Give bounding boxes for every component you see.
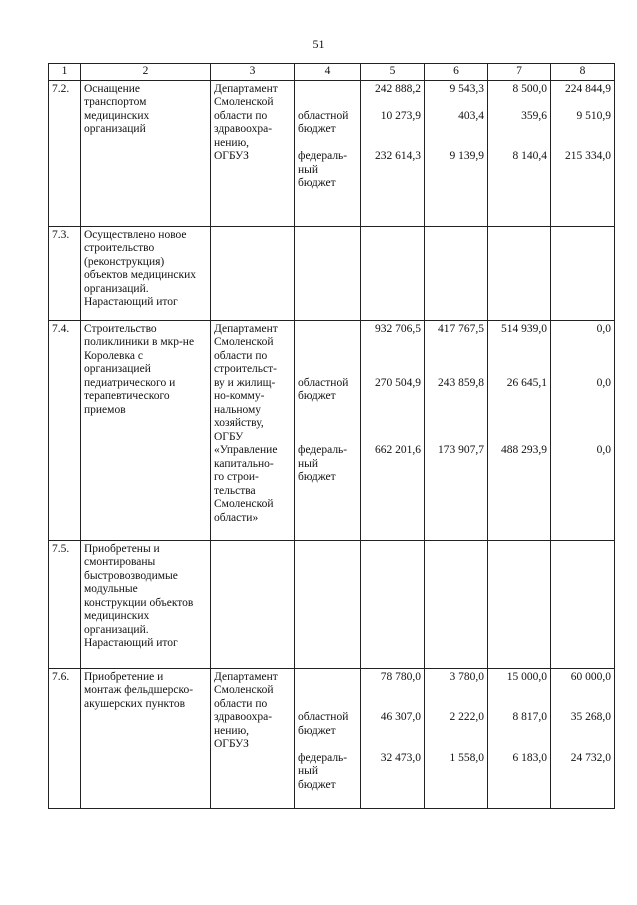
amount-value: 10 273,9 [380, 109, 421, 122]
activity-name-lines [84, 671, 207, 712]
spacer [298, 671, 357, 685]
amount-cell-5 [361, 540, 425, 668]
executor-line: тельства [214, 484, 256, 497]
amount-lines [554, 83, 611, 164]
spacer [491, 96, 547, 110]
spacer [364, 350, 421, 364]
amount-value: 9 510,9 [576, 109, 611, 122]
spacer [491, 404, 547, 418]
funding-source-line: федераль- [298, 150, 348, 162]
spacer [428, 336, 484, 350]
spacer [364, 431, 421, 445]
spacer [491, 417, 547, 431]
executor-line: ОГБУЗ [214, 150, 249, 162]
spacer [298, 323, 357, 337]
activity-name [81, 226, 211, 320]
row-number [49, 226, 81, 320]
spacer [298, 350, 357, 364]
amount-value: 2 222,0 [449, 711, 484, 723]
spacer [428, 363, 484, 377]
spacer [554, 390, 611, 404]
spacer [491, 363, 547, 377]
spacer [364, 363, 421, 377]
activity-name-line: медицинских [84, 109, 150, 122]
funding-source-line: бюджет [298, 724, 336, 737]
row-number-text: 7.3. [52, 228, 70, 241]
funding-source-line: бюджет [298, 123, 336, 135]
budget-table [48, 63, 615, 809]
funding-source [295, 540, 361, 668]
amount-value: 232 614,3 [375, 150, 421, 162]
activity-name-lines [84, 323, 207, 418]
funding-source [295, 320, 361, 540]
funding-source-lines [298, 83, 357, 191]
amount-value: 514 939,0 [501, 322, 547, 335]
amount-cell-8 [551, 226, 615, 320]
activity-name [81, 80, 211, 226]
executor-line: Смоленской [214, 336, 274, 348]
amount-value: 3 780,0 [449, 670, 484, 683]
spacer [491, 698, 547, 712]
executor-line: строительст- [214, 363, 277, 375]
row-number-text: 7.5. [52, 542, 70, 555]
amount-lines [364, 323, 421, 458]
amount-cell-8 [551, 320, 615, 540]
amount-cell-8 [551, 668, 615, 808]
spacer [428, 417, 484, 431]
col-header-7: 7 [488, 64, 551, 81]
spacer [364, 738, 421, 752]
amount-value: 403,4 [458, 109, 484, 122]
spacer [298, 431, 357, 445]
amount-value: 417 767,5 [438, 322, 484, 335]
spacer [428, 431, 484, 445]
col-header-6: 6 [425, 64, 488, 81]
spacer [428, 123, 484, 137]
amount-value: 6 183,0 [512, 751, 547, 764]
amount-cell-7 [488, 540, 551, 668]
spacer [298, 404, 357, 418]
amount-value: 932 706,5 [375, 322, 421, 335]
spacer [491, 684, 547, 698]
spacer [428, 738, 484, 752]
funding-source-line: областной [298, 109, 349, 122]
amount-value: 662 201,6 [375, 444, 421, 456]
activity-name-line: монтаж фельдшерско- [84, 684, 194, 696]
activity-name-line: конструкции объектов [84, 596, 194, 609]
row-number [49, 540, 81, 668]
activity-name-line: акушерских пунктов [84, 697, 186, 710]
amount-value: 9 139,9 [449, 150, 484, 162]
spacer [298, 698, 357, 712]
amount-lines [428, 83, 484, 164]
executor-line: области по [214, 697, 268, 710]
executor-line: области» [214, 511, 259, 524]
spacer [491, 350, 547, 364]
spacer [428, 698, 484, 712]
executor-line: но-комму- [214, 390, 265, 402]
spacer [554, 350, 611, 364]
activity-name-line: медицинских [84, 610, 150, 622]
spacer [364, 417, 421, 431]
spacer [364, 123, 421, 137]
executor-line: Департамент [214, 322, 278, 335]
page-number: 51 [312, 37, 325, 51]
executor-line: «Управление [214, 444, 278, 456]
spacer [298, 137, 357, 151]
amount-value: 46 307,0 [380, 711, 421, 723]
row-number-text: 7.6. [52, 670, 70, 683]
amount-value: 488 293,9 [501, 444, 547, 456]
amount-value: 1 558,0 [449, 751, 484, 764]
funding-source-line: ный [298, 765, 319, 777]
executor-line: Смоленской [214, 684, 274, 696]
spacer [298, 738, 357, 752]
amount-lines [554, 671, 611, 766]
executor-lines [214, 323, 291, 526]
activity-name-line: Нарастающий итог [84, 296, 178, 308]
spacer [491, 123, 547, 137]
activity-name-line: организаций. [84, 623, 149, 636]
amount-cell-7 [488, 226, 551, 320]
amount-cell-6 [425, 540, 488, 668]
spacer [491, 390, 547, 404]
amount-cell-7 [488, 668, 551, 808]
executor-line: ву и жилищ- [214, 376, 276, 389]
amount-value: 8 140,4 [512, 150, 547, 162]
executor-line: Департамент [214, 670, 278, 683]
spacer [554, 738, 611, 752]
amount-value: 26 645,1 [506, 376, 547, 389]
executor [211, 226, 295, 320]
amount-cell-5 [361, 226, 425, 320]
executor-line: здравоохра- [214, 123, 273, 135]
amount-lines [554, 323, 611, 458]
activity-name-line: строительство [84, 242, 155, 254]
spacer [428, 725, 484, 739]
spacer [428, 350, 484, 364]
row-number-text: 7.2. [52, 82, 70, 95]
amount-value: 35 268,0 [570, 711, 611, 723]
spacer [554, 336, 611, 350]
amount-value: 32 473,0 [380, 751, 421, 764]
activity-name-line: поликлиники в мкр-не [84, 336, 195, 348]
spacer [428, 684, 484, 698]
spacer [554, 96, 611, 110]
funding-source-line: областной [298, 376, 349, 389]
executor-line: нальному [214, 403, 262, 416]
activity-name-line: Осуществлено новое [84, 228, 187, 241]
amount-lines [364, 83, 421, 164]
col-header-5: 5 [361, 64, 425, 81]
spacer [554, 684, 611, 698]
amount-value: 78 780,0 [380, 670, 421, 683]
executor-line: капитально- [214, 457, 274, 470]
executor-line: нению, [214, 136, 250, 149]
amount-cell-6 [425, 320, 488, 540]
amount-value: 0,0 [596, 376, 611, 389]
spacer [491, 137, 547, 151]
col-header-1: 1 [49, 64, 81, 81]
executor [211, 320, 295, 540]
spacer [554, 431, 611, 445]
activity-name-line: Королевка с [84, 349, 143, 362]
executor-line: нению, [214, 724, 250, 737]
activity-name-line: Приобретение и [84, 670, 164, 683]
amount-value: 270 504,9 [375, 376, 421, 389]
spacer [364, 404, 421, 418]
funding-source-line: бюджет [298, 778, 336, 791]
activity-name-line: объектов медицинских [84, 269, 197, 281]
spacer [491, 725, 547, 739]
spacer [554, 137, 611, 151]
amount-lines [491, 671, 547, 766]
col-header-8: 8 [551, 64, 615, 81]
activity-name-line: Нарастающий итог [84, 637, 178, 649]
spacer [428, 96, 484, 110]
spacer [554, 363, 611, 377]
amount-value: 242 888,2 [375, 82, 421, 95]
spacer [491, 431, 547, 445]
spacer [364, 336, 421, 350]
spacer [554, 417, 611, 431]
funding-source-line: федераль- [298, 444, 348, 456]
table-row [49, 540, 615, 668]
amount-value: 15 000,0 [506, 670, 547, 683]
spacer [364, 137, 421, 151]
executor-line: хозяйству, [214, 417, 264, 429]
col-header-3: 3 [211, 64, 295, 81]
funding-source-line: ный [298, 457, 319, 470]
executor-line: Смоленской [214, 498, 274, 510]
executor-lines [214, 671, 291, 752]
spacer [298, 363, 357, 377]
spacer [298, 417, 357, 431]
funding-source-line: областной [298, 711, 349, 723]
table-row [49, 320, 615, 540]
spacer [298, 684, 357, 698]
amount-cell-7 [488, 80, 551, 226]
spacer [491, 336, 547, 350]
executor-line: области по [214, 349, 268, 362]
activity-name [81, 540, 211, 668]
funding-source [295, 226, 361, 320]
amount-cell-6 [425, 668, 488, 808]
funding-source-line: ный [298, 163, 319, 176]
activity-name-line: Строительство [84, 322, 157, 335]
table-row [49, 668, 615, 808]
spacer [554, 725, 611, 739]
spacer [428, 137, 484, 151]
activity-name-lines [84, 229, 207, 310]
amount-value: 215 334,0 [565, 150, 611, 162]
funding-source [295, 80, 361, 226]
funding-source-line: федераль- [298, 751, 348, 764]
funding-source-lines [298, 671, 357, 793]
executor [211, 540, 295, 668]
executor-line: области по [214, 109, 268, 122]
table-row [49, 226, 615, 320]
amount-value: 0,0 [596, 322, 611, 335]
amount-value: 8 817,0 [512, 711, 547, 723]
activity-name-line: организаций [84, 123, 146, 135]
amount-cell-8 [551, 540, 615, 668]
amount-cell-5 [361, 668, 425, 808]
amount-value: 243 859,8 [438, 376, 484, 389]
spacer [428, 390, 484, 404]
amount-lines [428, 671, 484, 766]
activity-name-line: педиатрического и [84, 376, 176, 389]
executor [211, 668, 295, 808]
amount-lines [491, 83, 547, 164]
col-header-2: 2 [81, 64, 211, 81]
spacer [554, 698, 611, 712]
funding-source [295, 668, 361, 808]
amount-cell-8 [551, 80, 615, 226]
amount-value: 60 000,0 [570, 670, 611, 683]
spacer [364, 390, 421, 404]
activity-name-line: смонтированы [84, 556, 156, 568]
row-number [49, 80, 81, 226]
amount-lines [491, 323, 547, 458]
activity-name-line: приемов [84, 403, 126, 416]
amount-value: 173 907,7 [438, 444, 484, 456]
spacer [364, 96, 421, 110]
spacer [554, 123, 611, 137]
executor-line: Департамент [214, 82, 278, 95]
activity-name-lines [84, 83, 207, 137]
row-number [49, 668, 81, 808]
amount-cell-5 [361, 320, 425, 540]
executor-line: Смоленской [214, 96, 274, 108]
activity-name [81, 320, 211, 540]
header-row [49, 64, 615, 81]
amount-cell-6 [425, 80, 488, 226]
amount-value: 8 500,0 [512, 82, 547, 95]
activity-name-line: терапевтического [84, 390, 170, 402]
activity-name-lines [84, 543, 207, 651]
activity-name-line: (реконструкция) [84, 255, 165, 268]
executor-lines [214, 83, 291, 164]
spacer [298, 336, 357, 350]
amount-value: 224 844,9 [565, 82, 611, 95]
funding-source-line: бюджет [298, 390, 336, 402]
executor-line: здравоохра- [214, 711, 273, 723]
funding-source-line: бюджет [298, 471, 336, 483]
executor-line: го строи- [214, 471, 259, 483]
executor-line: ОГБУЗ [214, 738, 249, 750]
row-number-text: 7.4. [52, 322, 70, 335]
col-header-4: 4 [295, 64, 361, 81]
activity-name-line: Приобретены и [84, 542, 160, 555]
spacer [554, 404, 611, 418]
executor [211, 80, 295, 226]
funding-source-line: бюджет [298, 177, 336, 189]
spacer [298, 83, 357, 97]
spacer [364, 698, 421, 712]
table-row [49, 80, 615, 226]
spacer [364, 684, 421, 698]
amount-cell-6 [425, 226, 488, 320]
amount-cell-5 [361, 80, 425, 226]
spacer [491, 738, 547, 752]
activity-name-line: Оснащение [84, 82, 141, 95]
amount-value: 0,0 [596, 444, 611, 456]
executor-line: ОГБУ [214, 430, 244, 443]
amount-value: 9 543,3 [449, 82, 484, 95]
amount-value: 359,6 [521, 109, 547, 122]
amount-lines [428, 323, 484, 458]
activity-name-line: организацией [84, 363, 151, 375]
spacer [428, 404, 484, 418]
amount-cell-7 [488, 320, 551, 540]
amount-value: 24 732,0 [570, 751, 611, 764]
spacer [298, 96, 357, 110]
activity-name-line: организаций. [84, 282, 149, 295]
spacer [364, 725, 421, 739]
activity-name-line: модульные [84, 583, 138, 595]
funding-source-lines [298, 323, 357, 485]
amount-lines [364, 671, 421, 766]
activity-name-line: быстровозводимые [84, 569, 178, 582]
row-number [49, 320, 81, 540]
activity-name [81, 668, 211, 808]
activity-name-line: транспортом [84, 96, 147, 108]
